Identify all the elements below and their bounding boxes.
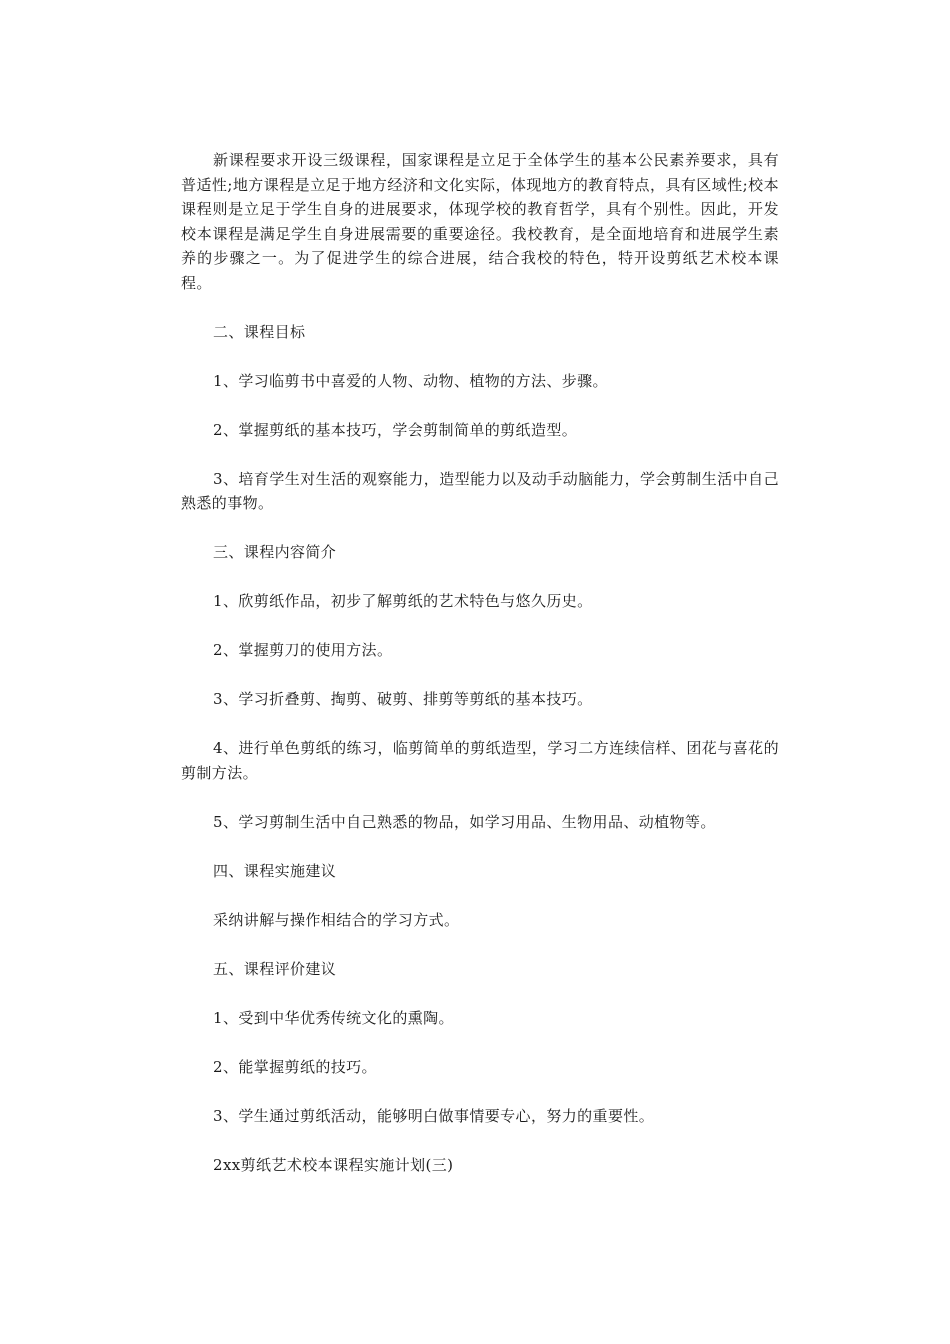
evaluation-item-2: 2、能掌握剪纸的技巧。 xyxy=(213,1057,377,1076)
evaluation-item-3: 3、学生通过剪纸活动，能够明白做事情要专心，努力的重要性。 xyxy=(213,1106,655,1125)
goal-item-2: 2、掌握剪纸的基本技巧，学会剪制简单的剪纸造型。 xyxy=(213,420,578,439)
content-item-1: 1、欣剪纸作品，初步了解剪纸的艺术特色与悠久历史。 xyxy=(213,592,593,610)
implementation-text: 采纳讲解与操作相结合的学习方式。 xyxy=(213,910,460,929)
next-plan-title: 2xx剪纸艺术校本课程实施计划(三) xyxy=(213,1155,454,1174)
content-item-4: 4、进行单色剪纸的练习，临剪简单的剪纸造型，学习二方连续信样、团花与喜花的剪制方法。 xyxy=(181,739,779,782)
section-heading-content: 三、课程内容简介 xyxy=(213,543,337,561)
intro-paragraph: 新课程要求开设三级课程，国家课程是立足于全体学生的基本公民素养要求，具有普适性;地方课程是立足于地方经济和文化实际，体现地方的教育特点，具有区域性;校本课程则是立足于学生自身的进展要求，体现学校的教育哲学，具有个别性。因此，开发校本课程是满足学生自身进展需要的重要途径。我校教育，是全面地培育和进展学生素养的步骤之一。为了促进学生的综合进展，结合我校的特色，特开设剪纸艺术校本课程。 xyxy=(181,151,779,292)
evaluation-item-1: 1、受到中华优秀传统文化的熏陶。 xyxy=(213,1008,454,1027)
content-item-5: 5、学习剪制生活中自己熟悉的物品，如学习用品、生物用品、动植物等。 xyxy=(213,812,716,831)
section-heading-implementation: 四、课程实施建议 xyxy=(213,861,337,880)
goal-item-1: 1、学习临剪书中喜爱的人物、动物、植物的方法、步骤。 xyxy=(213,371,608,390)
goal-item-3: 3、培育学生对生活的观察能力，造型能力以及动手动脑能力，学会剪制生活中自己熟悉的事物。 xyxy=(181,469,779,512)
content-item-3: 3、学习折叠剪、掏剪、破剪、排剪等剪纸的基本技巧。 xyxy=(213,690,593,708)
content-item-2: 2、掌握剪刀的使用方法。 xyxy=(213,641,393,659)
section-heading-goals: 二、课程目标 xyxy=(213,322,306,341)
document-body xyxy=(181,148,779,1202)
section-heading-evaluation: 五、课程评价建议 xyxy=(213,959,337,978)
